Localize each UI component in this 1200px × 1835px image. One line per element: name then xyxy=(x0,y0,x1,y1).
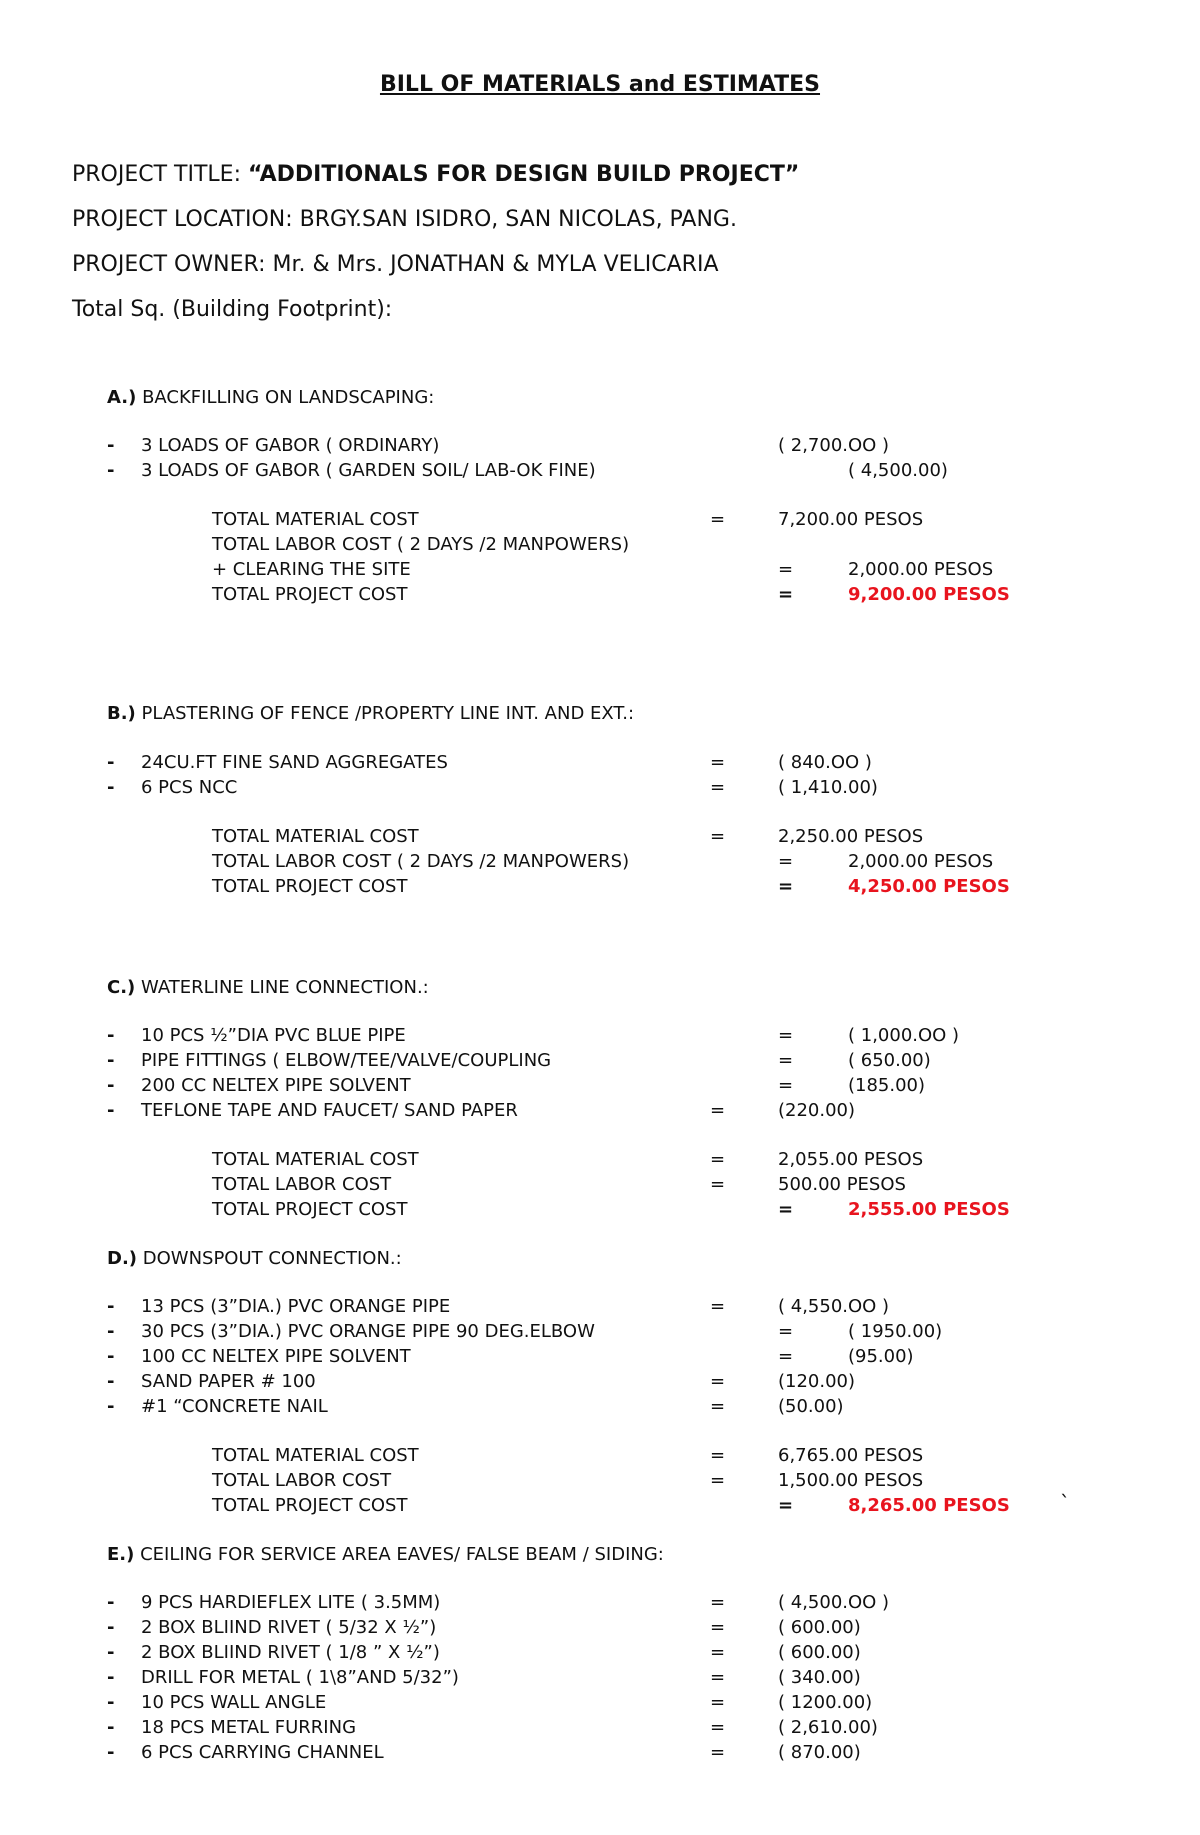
total-row xyxy=(0,1445,1200,1469)
item-cost: ( 4,500.00) xyxy=(848,460,948,481)
total-label: TOTAL PROJECT COST xyxy=(212,1199,408,1220)
equals-sign: = xyxy=(710,752,726,773)
item-cost: ( 600.00) xyxy=(778,1617,861,1638)
grand-total-value: 4,250.00 PESOS xyxy=(848,876,1010,897)
line-item xyxy=(0,1346,1200,1370)
equals-sign: = xyxy=(778,1075,794,1096)
item-description: 24CU.FT FINE SAND AGGREGATES xyxy=(141,752,448,773)
equals-sign: = xyxy=(710,777,726,798)
bullet-dash: - xyxy=(107,435,115,456)
total-row xyxy=(0,1199,1200,1223)
section-d-heading xyxy=(107,1248,402,1269)
line-item xyxy=(0,1742,1200,1766)
line-item xyxy=(0,1321,1200,1345)
equals-sign: = xyxy=(710,826,726,847)
bullet-dash: - xyxy=(107,1296,115,1317)
equals-sign: = xyxy=(710,1667,726,1688)
equals-sign: = xyxy=(710,1742,726,1763)
total-label: TOTAL LABOR COST xyxy=(212,1174,392,1195)
equals-sign: = xyxy=(778,1346,794,1367)
total-value: 6,765.00 PESOS xyxy=(778,1445,924,1466)
section-b-heading xyxy=(107,703,634,724)
item-cost: ( 600.00) xyxy=(778,1642,861,1663)
document-title: BILL OF MATERIALS and ESTIMATES xyxy=(379,72,821,97)
equals-sign: = xyxy=(710,1470,726,1491)
equals-sign: = xyxy=(778,1199,794,1220)
item-description: 6 PCS NCC xyxy=(141,777,238,798)
equals-sign: = xyxy=(710,1592,726,1613)
total-label: TOTAL PROJECT COST xyxy=(212,876,408,897)
total-row xyxy=(0,876,1200,900)
project-owner-line: PROJECT OWNER: Mr. & Mrs. JONATHAN & MYLA VELICARIA xyxy=(72,252,719,277)
equals-sign: = xyxy=(778,1050,794,1071)
line-item xyxy=(0,1050,1200,1074)
item-description: 13 PCS (3”DIA.) PVC ORANGE PIPE xyxy=(141,1296,451,1317)
line-item xyxy=(0,1296,1200,1320)
equals-sign: = xyxy=(778,584,794,605)
building-footprint-line: Total Sq. (Building Footprint): xyxy=(72,297,393,322)
item-cost: ( 4,550.OO ) xyxy=(778,1296,890,1317)
total-row xyxy=(0,584,1200,608)
item-description: 18 PCS METAL FURRING xyxy=(141,1717,357,1738)
section-letter: E.) xyxy=(107,1544,135,1565)
equals-sign: = xyxy=(778,1025,794,1046)
section-letter: D.) xyxy=(107,1248,138,1269)
section-a-heading xyxy=(107,387,434,408)
line-item xyxy=(0,1667,1200,1691)
item-cost: ( 4,500.OO ) xyxy=(778,1592,890,1613)
line-item xyxy=(0,1617,1200,1641)
equals-sign: = xyxy=(710,1149,726,1170)
total-value: 2,000.00 PESOS xyxy=(848,559,994,580)
bullet-dash: - xyxy=(107,1075,115,1096)
item-cost: ( 2,610.00) xyxy=(778,1717,878,1738)
item-description: 200 CC NELTEX PIPE SOLVENT xyxy=(141,1075,411,1096)
item-description: 3 LOADS OF GABOR ( GARDEN SOIL/ LAB-OK FINE) xyxy=(141,460,596,481)
section-c-heading xyxy=(107,977,429,998)
total-label: TOTAL PROJECT COST xyxy=(212,584,408,605)
total-row xyxy=(0,1491,1200,1519)
item-cost: ( 2,700.OO ) xyxy=(778,435,890,456)
equals-sign: = xyxy=(778,876,794,897)
equals-sign: = xyxy=(710,1100,726,1121)
line-item xyxy=(0,1592,1200,1616)
total-row xyxy=(0,851,1200,875)
total-label: TOTAL MATERIAL COST xyxy=(212,1445,419,1466)
item-description: 2 BOX BLIIND RIVET ( 5/32 X ½”) xyxy=(141,1617,437,1638)
line-item xyxy=(0,1025,1200,1049)
item-cost: ( 1200.00) xyxy=(778,1692,873,1713)
bullet-dash: - xyxy=(107,752,115,773)
project-title-line xyxy=(72,162,799,187)
item-description: 10 PCS ½”DIA PVC BLUE PIPE xyxy=(141,1025,406,1046)
total-label: TOTAL PROJECT COST xyxy=(212,1495,408,1516)
line-item xyxy=(0,1396,1200,1420)
section-letter: B.) xyxy=(107,703,136,724)
equals-sign: = xyxy=(710,1396,726,1417)
item-cost: (220.00) xyxy=(778,1100,856,1121)
line-item xyxy=(0,777,1200,801)
stray-backtick-mark: ` xyxy=(1060,1491,1070,1515)
item-cost: (185.00) xyxy=(848,1075,926,1096)
item-description: DRILL FOR METAL ( 1\8”AND 5/32”) xyxy=(141,1667,459,1688)
total-label: TOTAL LABOR COST ( 2 DAYS /2 MANPOWERS) xyxy=(212,534,630,555)
total-label: + CLEARING THE SITE xyxy=(212,559,411,580)
equals-sign: = xyxy=(710,1692,726,1713)
line-item xyxy=(0,460,1200,484)
equals-sign: = xyxy=(778,1495,794,1516)
bullet-dash: - xyxy=(107,1592,115,1613)
bullet-dash: - xyxy=(107,1717,115,1738)
bullet-dash: - xyxy=(107,1050,115,1071)
total-row xyxy=(0,559,1200,583)
bullet-dash: - xyxy=(107,1667,115,1688)
item-cost: ( 1,410.00) xyxy=(778,777,878,798)
equals-sign: = xyxy=(710,1717,726,1738)
item-cost: ( 840.OO ) xyxy=(778,752,872,773)
item-cost: ( 1950.00) xyxy=(848,1321,943,1342)
grand-total-value: 8,265.00 PESOS xyxy=(848,1495,1010,1516)
line-item xyxy=(0,1717,1200,1741)
item-cost: ( 1,000.OO ) xyxy=(848,1025,960,1046)
bullet-dash: - xyxy=(107,1642,115,1663)
line-item xyxy=(0,752,1200,776)
bullet-dash: - xyxy=(107,1346,115,1367)
equals-sign: = xyxy=(710,1642,726,1663)
grand-total-value: 2,555.00 PESOS xyxy=(848,1199,1010,1220)
line-item xyxy=(0,435,1200,459)
total-row xyxy=(0,509,1200,533)
project-title-label: PROJECT TITLE: xyxy=(72,162,248,187)
item-cost: (50.00) xyxy=(778,1396,844,1417)
total-label: TOTAL LABOR COST xyxy=(212,1470,392,1491)
section-title: BACKFILLING ON LANDSCAPING: xyxy=(136,387,435,408)
total-label: TOTAL MATERIAL COST xyxy=(212,1149,419,1170)
item-description: #1 “CONCRETE NAIL xyxy=(141,1396,328,1417)
project-location-line: PROJECT LOCATION: BRGY.SAN ISIDRO, SAN NICOLAS, PANG. xyxy=(72,207,737,232)
section-title: CEILING FOR SERVICE AREA EAVES/ FALSE BEAM / SIDING: xyxy=(134,1544,664,1565)
line-item xyxy=(0,1692,1200,1716)
bullet-dash: - xyxy=(107,1025,115,1046)
item-cost: ( 340.00) xyxy=(778,1667,861,1688)
section-letter: A.) xyxy=(107,387,137,408)
bullet-dash: - xyxy=(107,1617,115,1638)
item-description: TEFLONE TAPE AND FAUCET/ SAND PAPER xyxy=(141,1100,518,1121)
bullet-dash: - xyxy=(107,1321,115,1342)
equals-sign: = xyxy=(710,1371,726,1392)
equals-sign: = xyxy=(710,1445,726,1466)
bullet-dash: - xyxy=(107,1396,115,1417)
equals-sign: = xyxy=(778,851,794,872)
total-row xyxy=(0,1470,1200,1494)
line-item xyxy=(0,1100,1200,1124)
item-cost: (95.00) xyxy=(848,1346,914,1367)
total-value: 500.00 PESOS xyxy=(778,1174,906,1195)
item-description: 10 PCS WALL ANGLE xyxy=(141,1692,327,1713)
total-row xyxy=(0,826,1200,850)
section-letter: C.) xyxy=(107,977,136,998)
item-description: 100 CC NELTEX PIPE SOLVENT xyxy=(141,1346,411,1367)
total-label: TOTAL MATERIAL COST xyxy=(212,826,419,847)
section-title: WATERLINE LINE CONNECTION.: xyxy=(135,977,429,998)
item-description: 3 LOADS OF GABOR ( ORDINARY) xyxy=(141,435,440,456)
total-row xyxy=(0,1149,1200,1173)
equals-sign: = xyxy=(778,1321,794,1342)
grand-total-value: 9,200.00 PESOS xyxy=(848,584,1010,605)
line-item xyxy=(0,1642,1200,1666)
section-e-heading xyxy=(107,1544,664,1565)
bullet-dash: - xyxy=(107,1692,115,1713)
section-title: DOWNSPOUT CONNECTION.: xyxy=(137,1248,402,1269)
bullet-dash: - xyxy=(107,1100,115,1121)
bullet-dash: - xyxy=(107,777,115,798)
section-title: PLASTERING OF FENCE /PROPERTY LINE INT. AND EXT.: xyxy=(135,703,635,724)
bullet-dash: - xyxy=(107,1371,115,1392)
project-title-value: “ADDITIONALS FOR DESIGN BUILD PROJECT” xyxy=(247,162,800,187)
equals-sign: = xyxy=(710,1296,726,1317)
total-value: 2,250.00 PESOS xyxy=(778,826,924,847)
equals-sign: = xyxy=(778,559,794,580)
line-item xyxy=(0,1371,1200,1395)
item-cost: ( 870.00) xyxy=(778,1742,861,1763)
total-value: 7,200.00 PESOS xyxy=(778,509,924,530)
equals-sign: = xyxy=(710,1174,726,1195)
bullet-dash: - xyxy=(107,460,115,481)
total-value: 2,000.00 PESOS xyxy=(848,851,994,872)
item-cost: (120.00) xyxy=(778,1371,856,1392)
item-description: 30 PCS (3”DIA.) PVC ORANGE PIPE 90 DEG.ELBOW xyxy=(141,1321,595,1342)
total-row xyxy=(0,534,1200,558)
total-value: 1,500.00 PESOS xyxy=(778,1470,924,1491)
item-cost: ( 650.00) xyxy=(848,1050,931,1071)
total-row xyxy=(0,1174,1200,1198)
total-value: 2,055.00 PESOS xyxy=(778,1149,924,1170)
line-item xyxy=(0,1075,1200,1099)
item-description: 9 PCS HARDIEFLEX LITE ( 3.5MM) xyxy=(141,1592,441,1613)
item-description: 2 BOX BLIIND RIVET ( 1/8 ” X ½”) xyxy=(141,1642,440,1663)
equals-sign: = xyxy=(710,1617,726,1638)
item-description: 6 PCS CARRYING CHANNEL xyxy=(141,1742,384,1763)
equals-sign: = xyxy=(710,509,726,530)
item-description: SAND PAPER # 100 xyxy=(141,1371,316,1392)
total-label: TOTAL MATERIAL COST xyxy=(212,509,419,530)
total-label: TOTAL LABOR COST ( 2 DAYS /2 MANPOWERS) xyxy=(212,851,630,872)
item-description: PIPE FITTINGS ( ELBOW/TEE/VALVE/COUPLING xyxy=(141,1050,552,1071)
bullet-dash: - xyxy=(107,1742,115,1763)
